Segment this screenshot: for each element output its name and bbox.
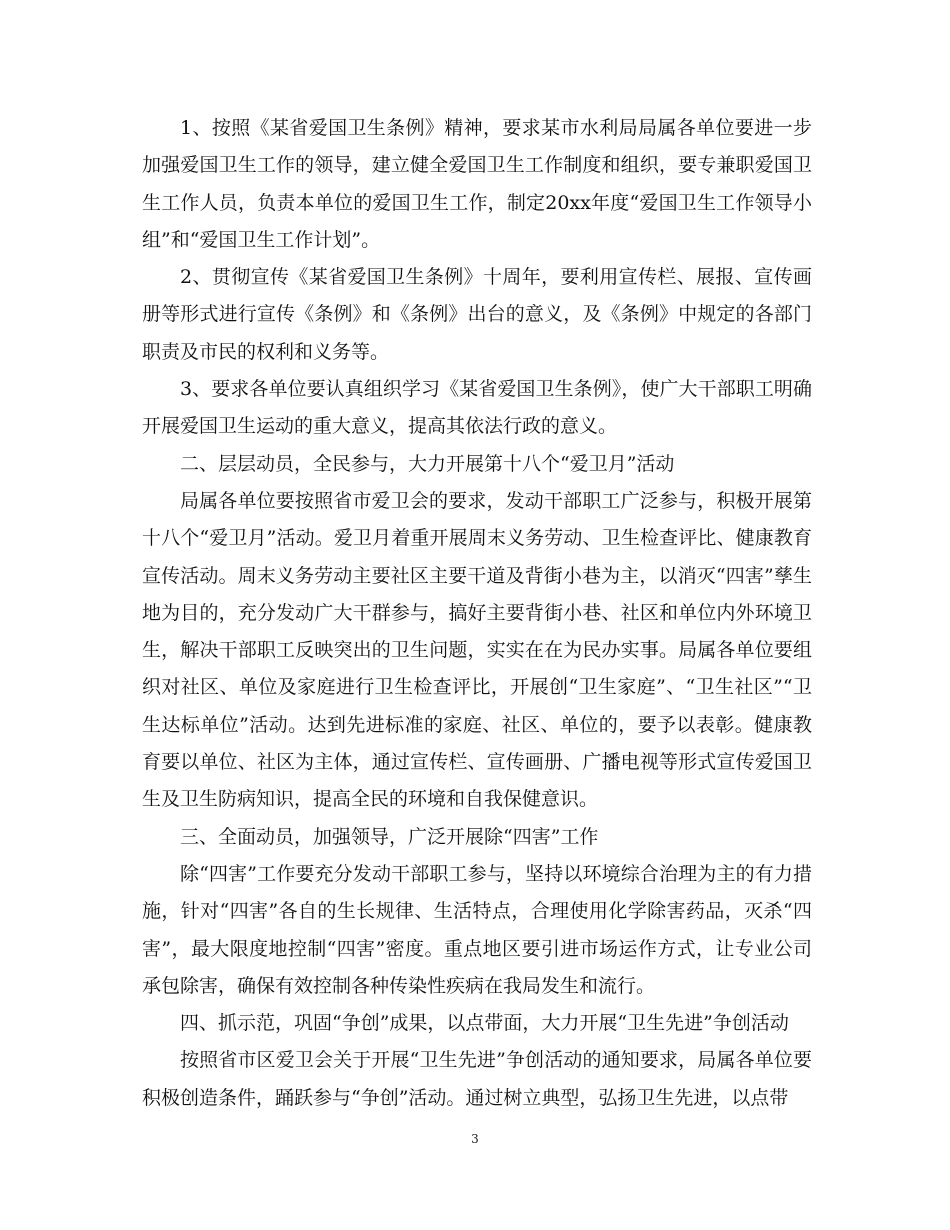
section-body-4: 按照省市区爱卫会关于开展“卫生先进”争创活动的通知要求，局属各单位要积极创造条件，踊跃参与“争创”活动。通过树立典型，弘扬卫生先进，以点带 bbox=[142, 1049, 812, 1109]
paragraph-item-2: 2、贯彻宣传《某省爱国卫生条例》十周年，要利用宣传栏、展报、宣传画册等形式进行宣传《条例》和《条例》出台的意义，及《条例》中规定的各部门职责及市民的权利和义务等。 bbox=[142, 266, 812, 363]
section-body-2: 局属各单位要按照省市爱卫会的要求，发动干部职工广泛参与，积极开展第十八个“爱卫月”活动。爱卫月着重开展周末义务劳动、卫生检查评比、健康教育宣传活动。周末义务劳动主要社区主要干道及背街小巷为主，以消灭“四害”孳生地为目的，充分发动广大干群参与，搞好主要背街小巷、社区和单位内外环境卫生，解决干部职工反映突出的卫生问题，实实在在为民办实事。局属各单位要组织对社区、单位及家庭进行卫生检查评比，开展创“卫生家庭”、“卫生社区”“卫生达标单位”活动。达到先进标准的家庭、社区、单位的，要予以表彰。健康教育要以单位、社区为主体，通过宣传栏、宣传画册、广播电视等形式宣传爱国卫生及卫生防病知识，提高全民的环境和自我保健意识。 bbox=[142, 489, 812, 811]
page-number: 3 bbox=[471, 1132, 479, 1146]
document-body bbox=[142, 110, 812, 1117]
section-heading-2: 二、层层动员，全民参与，大力开展第十八个“爱卫月”活动 bbox=[180, 452, 675, 475]
section-body-3: 除“四害”工作要充分发动干部职工参与，坚持以环境综合治理为主的有力措施，针对“四害”各自的生长规律、生活特点，合理使用化学除害药品，灭杀“四害”，最大限度地控制“四害”密度。重点地区要引进市场运作方式，让专业公司承包除害，确保有效控制各种传染性疾病在我局发生和流行。 bbox=[142, 862, 812, 997]
paragraph-item-3: 3、要求各单位要认真组织学习《某省爱国卫生条例》，使广大干部职工明确开展爱国卫生运动的重大意义，提高其依法行政的意义。 bbox=[142, 378, 812, 438]
paragraph-item-1: 1、按照《某省爱国卫生条例》精神，要求某市水利局局属各单位要进一步加强爱国卫生工作的领导，建立健全爱国卫生工作制度和组织，要专兼职爱国卫生工作人员，负责本单位的爱国卫生工作，制定20xx年度“爱国卫生工作领导小组”和“爱国卫生工作计划”。 bbox=[142, 117, 812, 251]
section-heading-3: 三、全面动员，加强领导，广泛开展除“四害”工作 bbox=[180, 825, 599, 848]
section-heading-4: 四、抓示范，巩固“争创”成果，以点带面，大力开展“卫生先进”争创活动 bbox=[180, 1012, 789, 1035]
